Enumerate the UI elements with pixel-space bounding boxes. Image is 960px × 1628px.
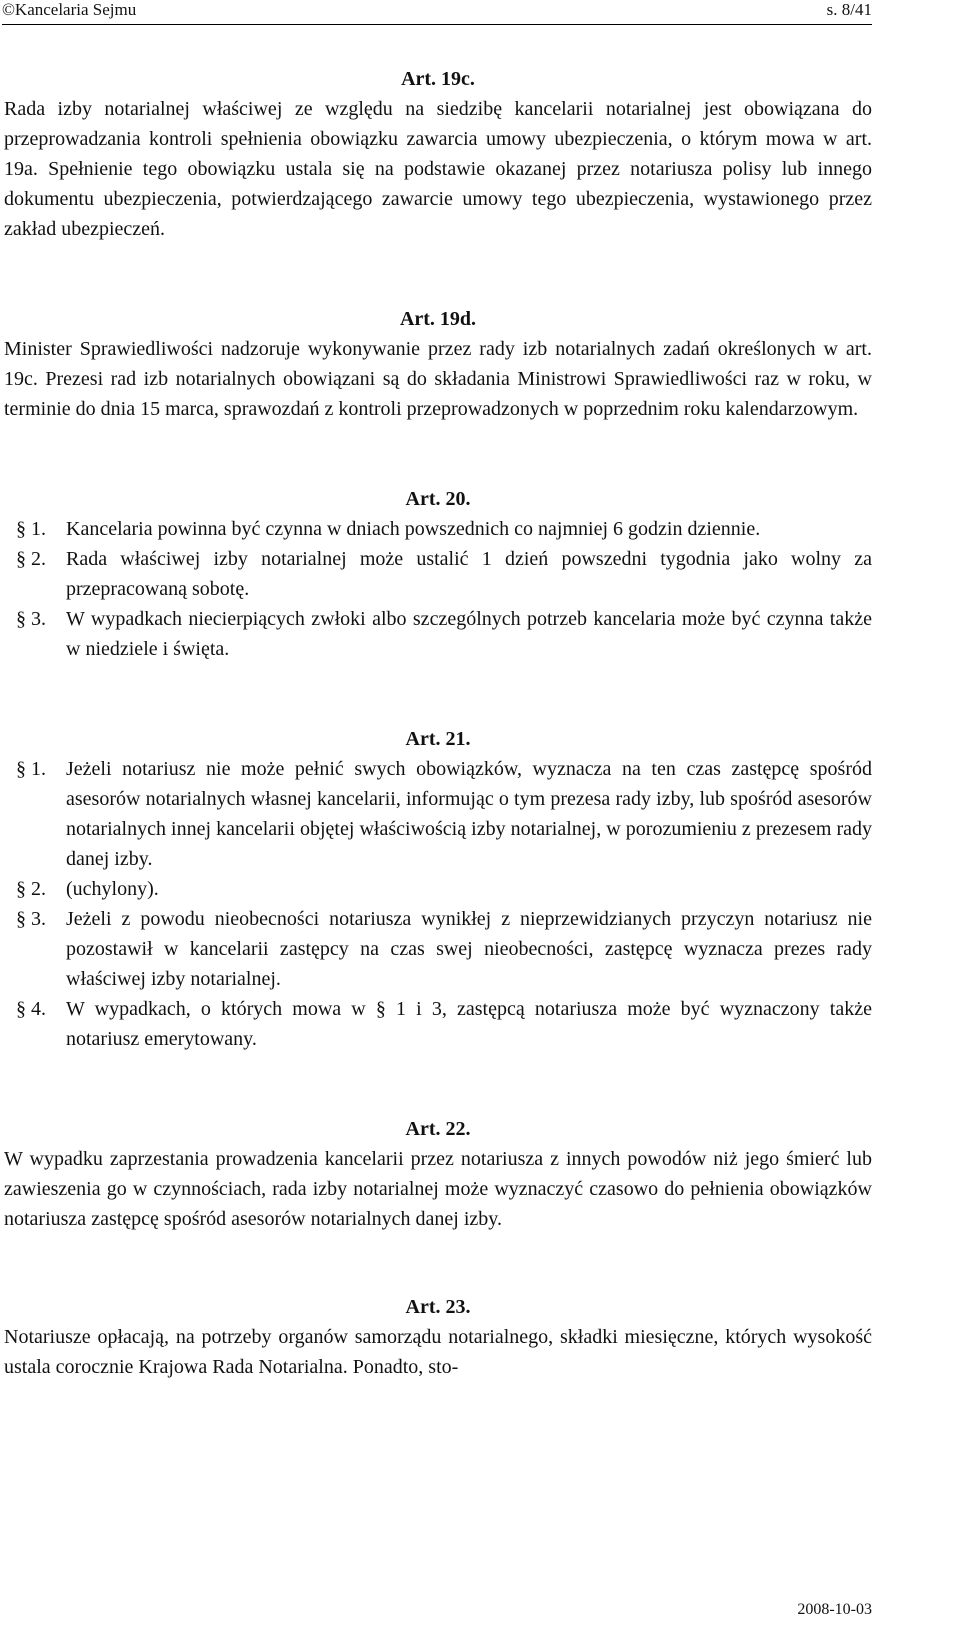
article-section [4,544,872,604]
section-number: § 4. [16,998,46,1020]
section-number: § 2. [16,878,46,900]
article-title: Art. 20. [405,488,471,510]
article-section [4,904,872,994]
article-title: Art. 21. [405,728,471,750]
section-number: § 1. [16,758,46,780]
section-text: Kancelaria powinna być czynna w dniach powszednich co najmniej 6 godzin dziennie. [66,518,761,540]
spacer [4,424,872,484]
header-page-number: s. 8/41 [826,0,872,19]
section-text: W wypadkach, o których mowa w § 1 i 3, zastępcą notariusza może być wyznaczony także notariusz emerytowany. [66,998,872,1050]
article-19d [4,304,872,424]
article-23 [4,1292,872,1382]
article-paragraph: W wypadku zaprzestania prowadzenia kancelarii przez notariusza z innych powodów niż jego śmierć lub zawieszenia go w czynnościach, rada izby notarialnej może wyznaczyć czasowo do pełnienia obowiązków notariusza zastępcę spośród asesorów notarialnych danej izby. [4,1148,872,1230]
spacer [4,664,872,724]
section-text: Jeżeli z powodu nieobecności notariusza wynikłej z nieprzewidzianych przyczyn notariusz nie pozostawił w kancelarii zastępcy na czas swej nieobecności, zastępcę wyznacza prezes rady właściwej izby notarialnej. [66,908,872,990]
page-footer-date: 2008-10-03 [797,1601,872,1618]
section-text: Jeżeli notariusz nie może pełnić swych obowiązków, wyznacza na ten czas zastępcę spośród asesorów notarialnych własnej kancelarii, informując o tym prezesa rady izby, lub spośród asesorów notarialnych innej kancelarii objętej właściwością izby notarialnej, w porozumieniu z prezesem rady danej izby. [66,758,872,870]
article-section [4,994,872,1054]
section-number: § 1. [16,518,46,540]
article-20 [4,484,872,664]
article-section [4,874,872,904]
section-text: W wypadkach niecierpiących zwłoki albo szczególnych potrzeb kancelaria może być czynna także w niedziele i święta. [66,608,872,660]
article-section [4,514,872,544]
page-header [2,0,872,25]
article-21 [4,724,872,1054]
spacer [4,1054,872,1114]
section-number: § 3. [16,608,46,630]
article-19c [4,64,872,244]
article-section [4,604,872,664]
article-paragraph: Notariusze opłacają, na potrzeby organów samorządu notarialnego, składki miesięczne, których wysokość ustala corocznie Krajowa Rada Notarialna. Ponadto, sto- [4,1326,872,1378]
section-number: § 2. [16,548,46,570]
article-title: Art. 19d. [399,308,477,330]
section-text: Rada właściwej izby notarialnej może ustalić 1 dzień powszedni tygodnia jako wolny za przepracowaną sobotę. [66,548,872,600]
article-22 [4,1114,872,1234]
article-section [4,754,872,874]
document-body [4,64,872,1382]
article-title: Art. 22. [405,1118,471,1140]
spacer [4,1234,872,1292]
article-paragraph: Minister Sprawiedliwości nadzoruje wykonywanie przez rady izb notarialnych zadań określonych w art. 19c. Prezesi rad izb notarialnych obowiązani są do składania Ministrowi Sprawiedliwości raz w roku, w terminie do dnia 15 marca, sprawozdań z kontroli przeprowadzonych w poprzednim roku kalendarzowym. [4,338,872,420]
spacer [4,244,872,304]
section-text: (uchylony). [66,878,159,900]
section-number: § 3. [16,908,46,930]
article-title: Art. 23. [405,1296,471,1318]
article-title: Art. 19c. [401,68,475,90]
header-copyright: ©Kancelaria Sejmu [2,0,137,19]
article-paragraph: Rada izby notarialnej właściwej ze względu na siedzibę kancelarii notarialnej jest obowiązana do przeprowadzania kontroli spełnienia obowiązku zawarcia umowy ubezpieczenia, o którym mowa w art. 19a. Spełnienie tego obowiązku ustala się na podstawie okazanej przez notariusza polisy lub innego dokumentu ubezpieczenia, potwierdzającego zawarcie umowy tego ubezpieczenia, wystawionego przez zakład ubezpieczeń. [4,98,872,240]
